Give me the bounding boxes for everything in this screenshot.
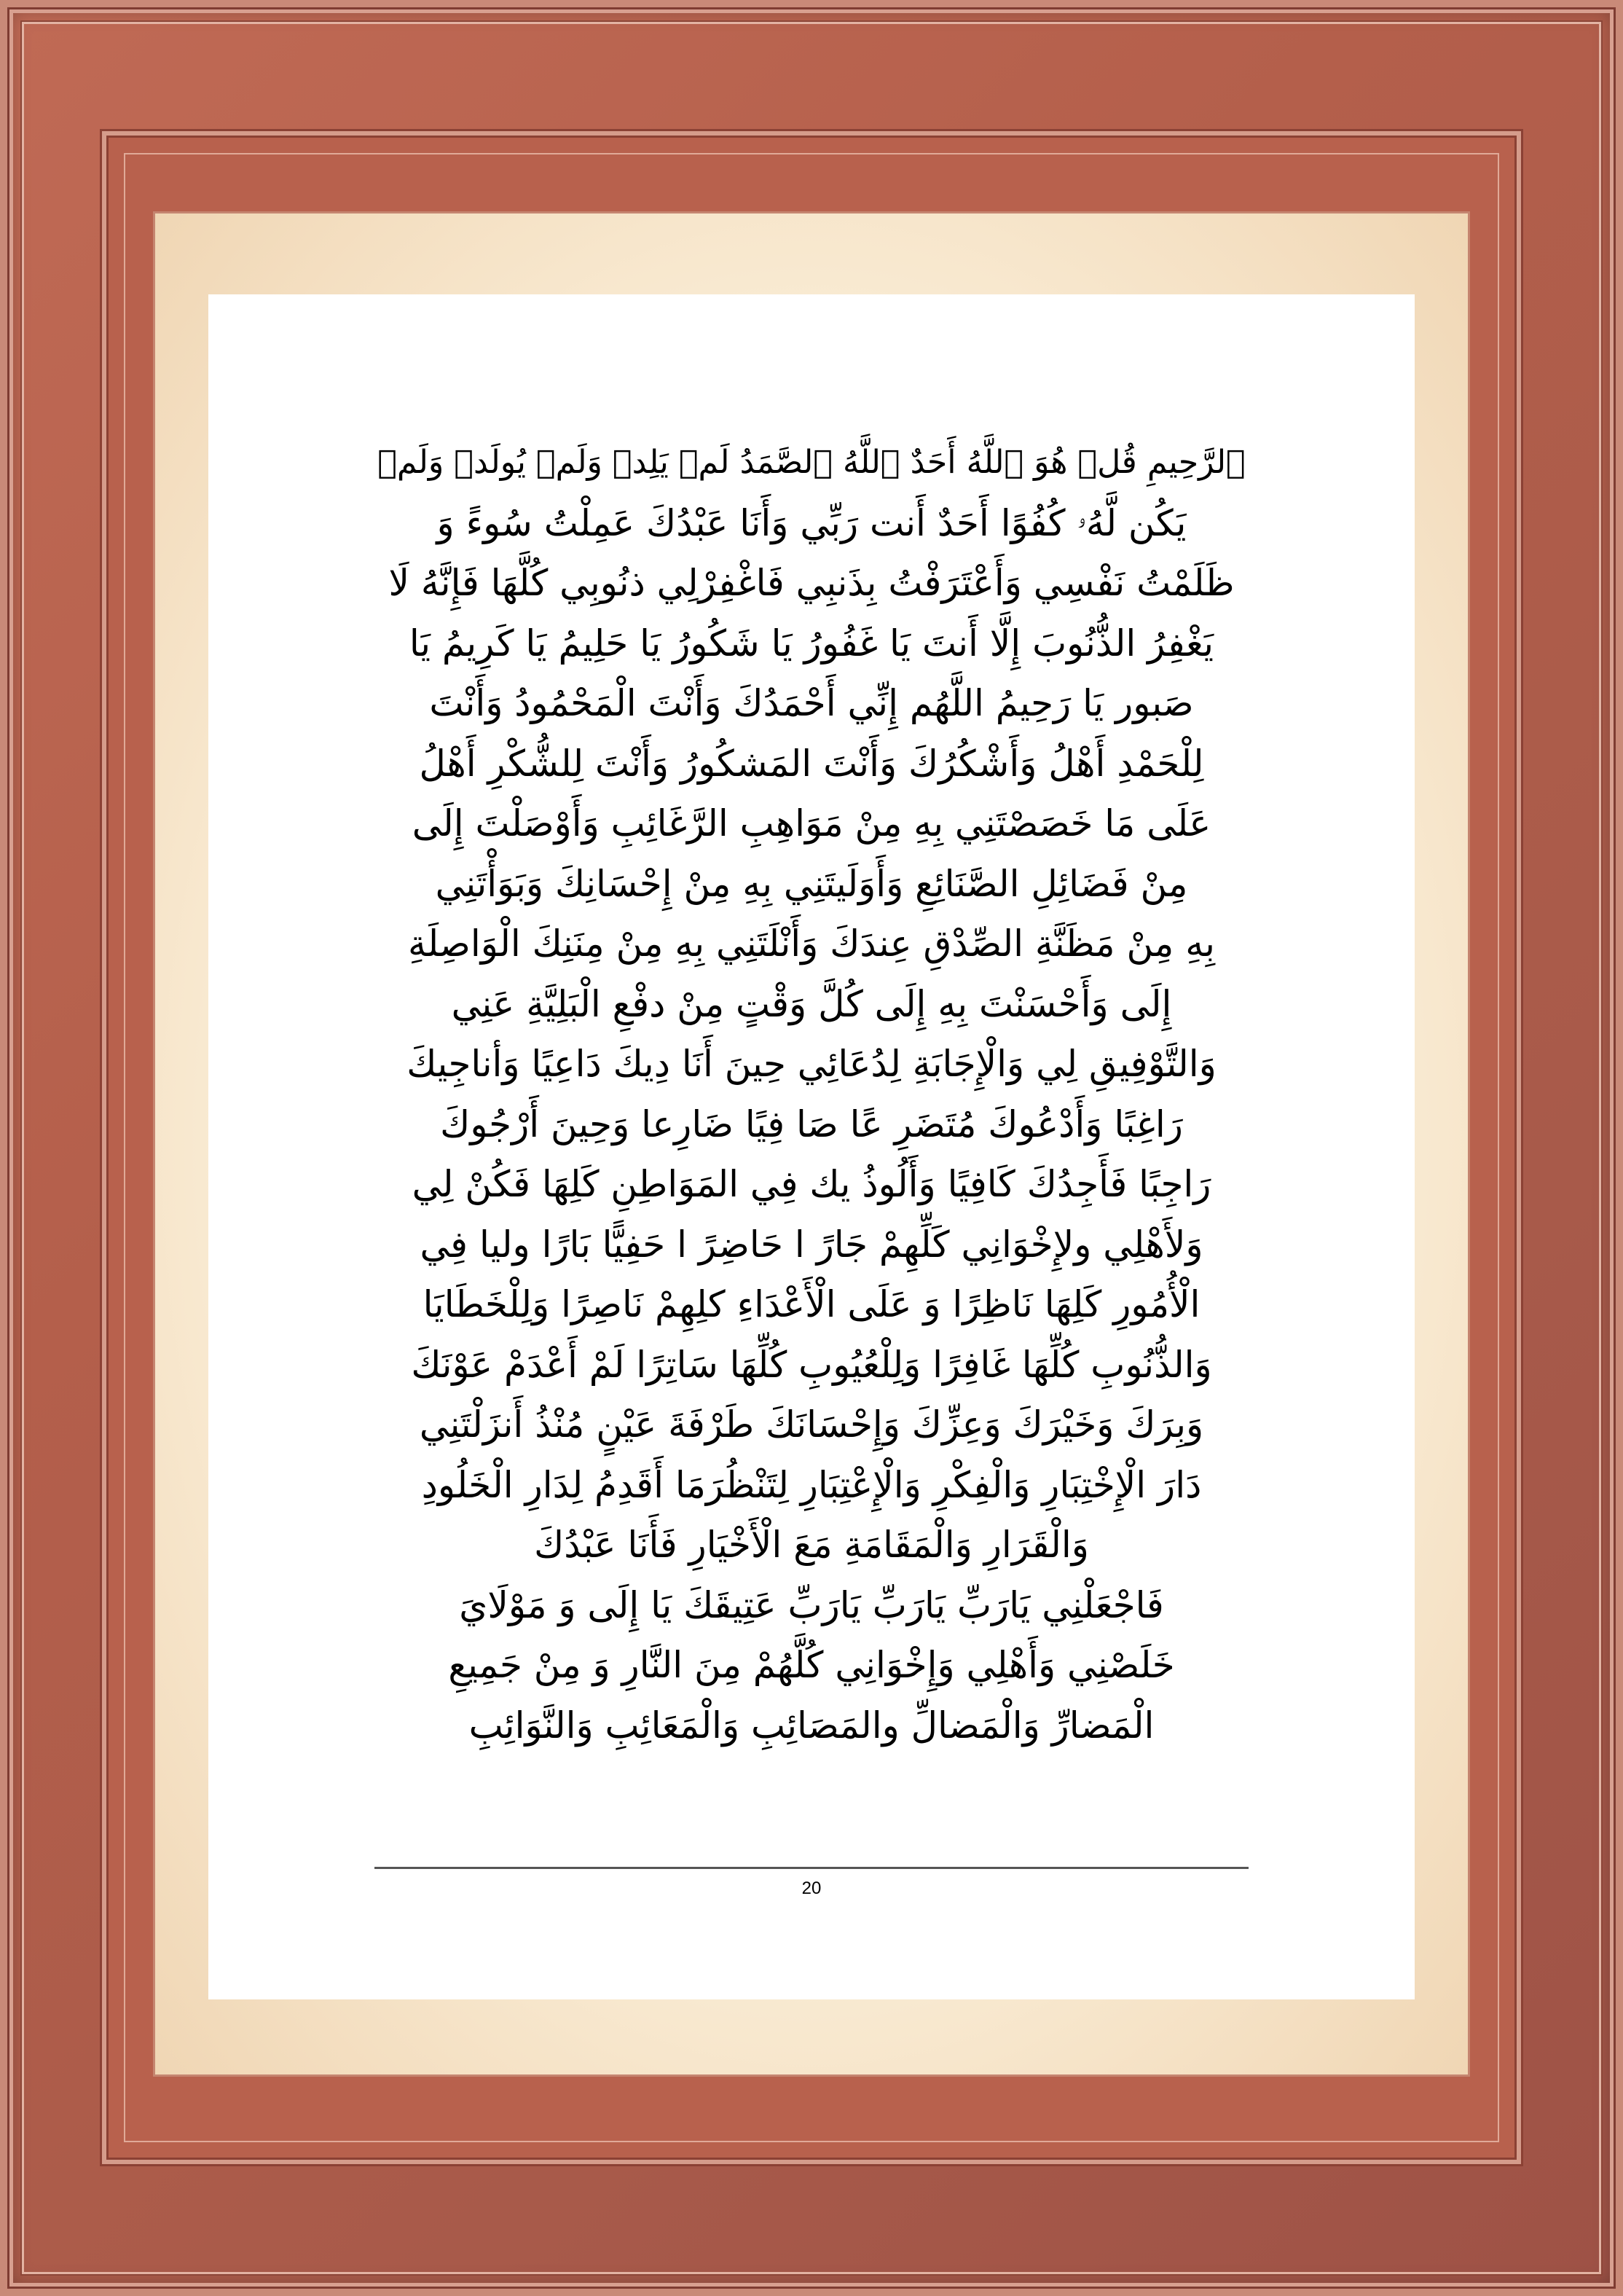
text-line: عَلَى مَا خَصَصْتَنِي بِهِ مِنْ مَوَاهِبِ الرَّغَائِبِ وَأَوْصَلْتَ إِلَى bbox=[412, 802, 1211, 845]
text-line: إِلَى وَأَحْسَنْتَ بِهِ إِلَى كُلَّ وَقْتٍ مِنْ دفْعِ الْبَلِيَّةِ عَنِي bbox=[451, 982, 1172, 1025]
text-line: مِنْ فَضَائِلِ الصَّنَائِعِ وَأَوَلَيتَنِي بِهِ مِنْ إِحْسَانِكَ وَبَوَأْتَنِي bbox=[435, 862, 1188, 905]
document-page bbox=[208, 294, 1415, 1999]
text-line: وَلأَهْلِي ولإِخْوَانِي كَلِّهِمْ جَارً ا حَاضِرً ا حَفِيًّا بَارًا وليا فِي bbox=[420, 1223, 1203, 1266]
arabic-text-block bbox=[369, 433, 1254, 1755]
text-line: وَبِرَكَ وَخَيْرَكَ وَعِزِّكَ وَإِحْسَانَكَ طَرْفَةَ عَيْنٍ مُنْذُ أَنزَلْتَنِي bbox=[419, 1403, 1204, 1446]
text-line: دَارَ الْإِخْتِبَارِ وَالْفِكْرِ وَالْإِعْتِبَارِ لِتَنْظُرَمَا أَقَدِمُ لِدَارِ الْخَلُودِ bbox=[421, 1463, 1202, 1506]
text-line: رَاجِبًا فَأَجِدُكَ كَافِيًا وَأَلُوذُ يك فِي المَوَاطِنِ كَلِهَا فَكُنْ لِي bbox=[412, 1163, 1211, 1205]
text-line: رَاغِبًا وَأَدْعُوكَ مُتَضَرِ عًا صَا فِيًا ضَارِعا وَحِينَ أَرْجُوكَ bbox=[440, 1102, 1183, 1145]
text-line: وَالذُّنُوبِ كُلِّهَا غَافِرًا وَلِلْعُيُوبِ كُلِّهَا سَاتِرًا لَمْ أَعْدَمْ عَوْنَكَ bbox=[411, 1343, 1212, 1386]
text-line: خَلَصْنِي وَأَهْلِي وَإِخْوَانِي كُلَّهُمْ مِنَ النَّارِ وَ مِنْ جَمِيعِ bbox=[448, 1644, 1175, 1686]
page-number: 20 bbox=[801, 1878, 822, 1898]
text-line: وَالتَّوْفِيقِ لِي وَالْإِجَابَةِ لِدُعَائِي حِينَ أَنَا دِيكَ دَاعِيًا وَأناجِيكَ bbox=[406, 1043, 1217, 1085]
text-line: صَبور يَا رَحِيمُ اللَّهُم إِنِّي أَحْمَدُكَ وَأَنْتَ الْمَحْمُودُ وَأَنْتَ bbox=[429, 682, 1194, 724]
text-line: الْمَضارِّ وَالْمَضالِّ والمَصَائِبِ وَالْمَعَائِبِ وَالنَّوَائِبِ bbox=[468, 1704, 1155, 1747]
text-line: يَغْفِرُ الذُّنُوبَ إِلَّا أَنتَ يَا غَفُورُ يَا شَكُورُ يَا حَلِيمُ يَا كَرِيمُ يَا bbox=[409, 622, 1214, 665]
text-line: ٱلرَّحِيمِ قُلۡ هُوَ ٱللَّهُ أَحَدٌ ٱللَّهُ ٱلصَّمَدُ لَمۡ يَلِدۡ وَلَمۡ يُولَدۡ وَلَمۡ bbox=[377, 444, 1246, 481]
text-line: وَالْقَرَارِ وَالْمَقَامَةِ مَعَ الْأَخْيَارِ فَأَنَا عَبْدُكَ bbox=[534, 1524, 1089, 1566]
text-line: يَكُن لَّهُۥ كُفُوًا أَحَدٌ أَنت رَبِّي وَأَنَا عَبْدُكَ عَمِلْتُ سُوءً وَ bbox=[436, 501, 1187, 544]
text-line: الْأُمُورِ كَلِهَا نَاظِرًا وَ عَلَى الْأَعْدَاءِ كلِهِمْ نَاصِرًا وَلِلْخَطَايَا bbox=[423, 1283, 1200, 1325]
text-line: بِهِ مِنْ مَظَنَّةِ الصِّدْقِ عِندَكَ وَأَنْلَتَنِي بِهِ مِنْ مِنَنِكَ الْوَاصِلَةِ bbox=[408, 922, 1215, 965]
footer-divider bbox=[374, 1867, 1249, 1869]
text-line: لِلْحَمْدِ أَهْلُ وَأَشْكُرُكَ وَأَنْتَ المَشكُورُ وَأَنْتَ لِلشُّكْرِ أَهْلُ bbox=[419, 742, 1204, 785]
text-line: فَاجْعَلْنِي يَارَبِّ يَارَبِّ يَارَبِّ عَتِيقَكَ يَا إِلَى وَ مَوْلَايَ bbox=[459, 1583, 1164, 1626]
text-line: ظَلَمْتُ نَفْسِي وَأَعْتَرَفْتُ بِذَنبِي فَاغْفِرْلِي ذنُوبِي كُلَّهَا فَإِنَّهُ لَا bbox=[388, 562, 1235, 604]
